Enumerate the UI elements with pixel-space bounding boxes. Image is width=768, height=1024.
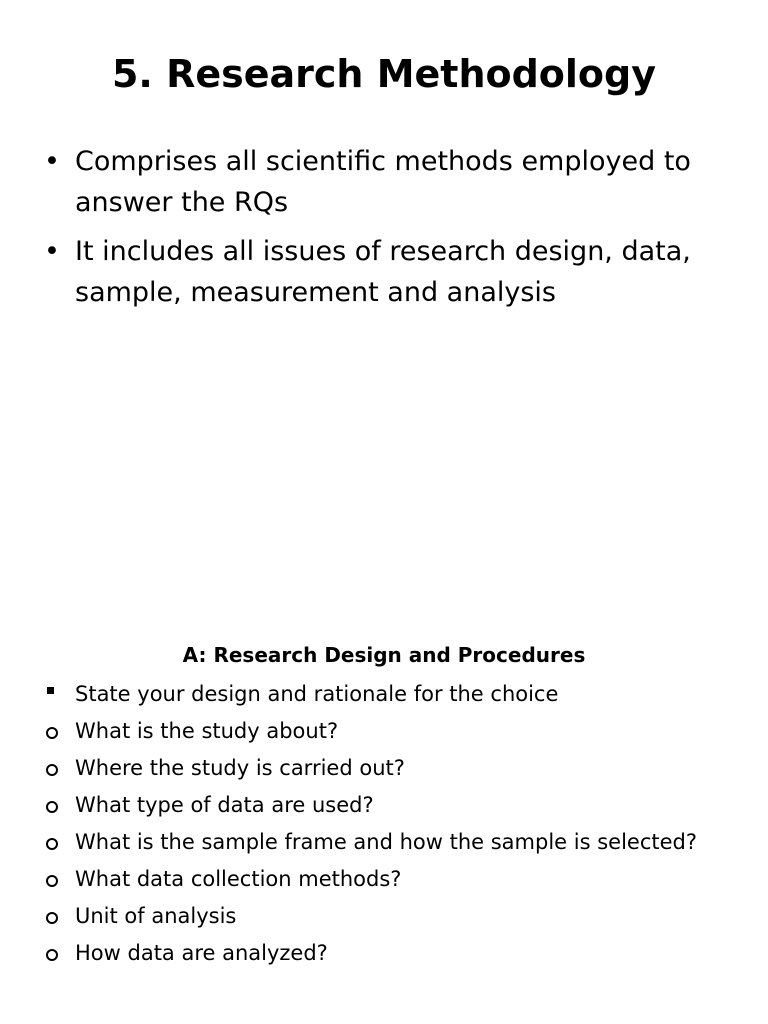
procedure-list <box>44 676 744 972</box>
bullet-dot-icon: • <box>44 236 60 267</box>
list-item <box>44 750 744 787</box>
intro-bullet-list <box>44 141 744 321</box>
list-item <box>44 824 744 861</box>
intro-bullet <box>44 231 744 313</box>
section-heading: A: Research Design and Procedures <box>182 643 586 667</box>
intro-bullet <box>44 141 744 223</box>
list-item-text: State your design and rationale for the choice <box>75 682 559 706</box>
list-item <box>44 787 744 824</box>
list-item <box>44 898 744 935</box>
list-item-text: What data collection methods? <box>75 867 402 891</box>
list-item-text: Where the study is carried out? <box>75 756 405 780</box>
list-item-text: What is the study about? <box>75 719 339 743</box>
slide-title: 5. Research Methodology <box>111 52 657 96</box>
list-item <box>44 713 744 750</box>
list-item-text: What type of data are used? <box>75 793 374 817</box>
intro-bullet-text: Comprises all scientific methods employed to answer the RQs <box>75 146 691 218</box>
list-item-text: How data are analyzed? <box>75 941 328 965</box>
list-item-text: Unit of analysis <box>75 904 237 928</box>
bullet-dot-icon: • <box>44 146 60 177</box>
intro-bullet-text: It includes all issues of research design, data, sample, measurement and analysis <box>75 236 691 308</box>
list-item <box>44 861 744 898</box>
list-item <box>44 935 744 972</box>
list-item-text: What is the sample frame and how the sample is selected? <box>75 830 698 854</box>
list-item <box>44 676 744 713</box>
